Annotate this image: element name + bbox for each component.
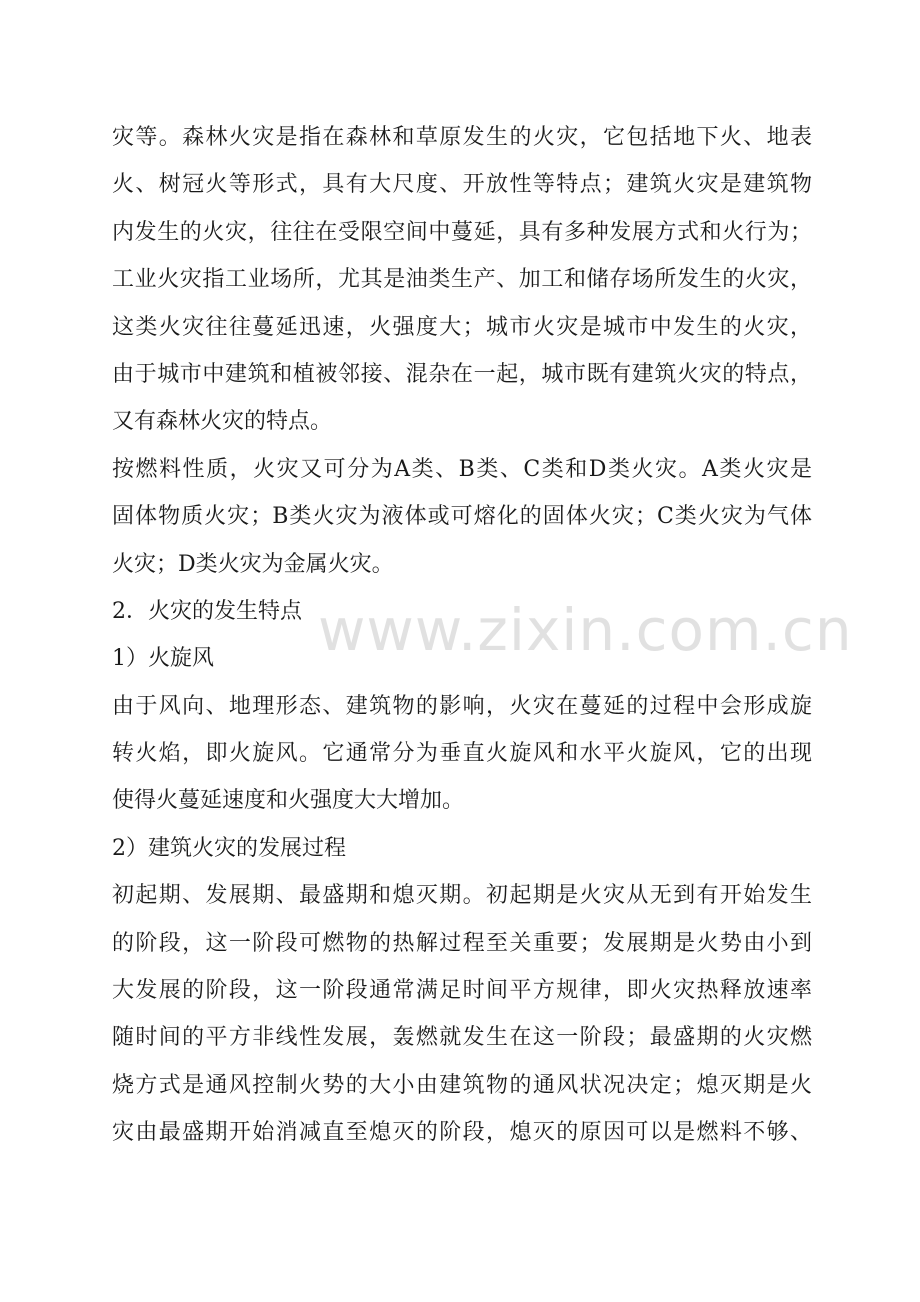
text-line: 转火焰，即火旋风。它通常分为垂直火旋风和水平火旋风，它的出现 <box>112 741 812 767</box>
text-line: 又有森林火灾的特点。 <box>112 409 333 435</box>
text-line: 由于城市中建筑和植被邻接、混杂在一起，城市既有建筑火灾的特点， <box>112 361 812 387</box>
text-line: 这类火灾往往蔓延迅速，火强度大；城市火灾是城市中发生的火灾， <box>112 314 812 340</box>
text-line: 火、树冠火等形式，具有大尺度、开放性等特点；建筑火灾是建筑物 <box>112 172 812 198</box>
text-line: 随时间的平方非线性发展，轰燃就发生在这一阶段；最盛期的火灾燃 <box>112 1025 812 1051</box>
text-line: 大发展的阶段，这一阶段通常满足时间平方规律，即火灾热释放速率 <box>112 978 812 1004</box>
text-line: 灾等。森林火灾是指在森林和草原发生的火灾，它包括地下火、地表 <box>112 125 812 150</box>
text-line: 工业火灾指工业场所，尤其是油类生产、加工和储存场所发生的火灾， <box>112 267 812 293</box>
text-line: 火灾；D类火灾为金属火灾。 <box>112 551 394 577</box>
text-line: 初起期、发展期、最盛期和熄灭期。初起期是火灾从无到有开始发生 <box>112 883 812 909</box>
text-line: 由于风向、地理形态、建筑物的影响，火灾在蔓延的过程中会形成旋 <box>112 693 812 719</box>
text-line: 按燃料性质，火灾又可分为A类、B类、C类和D类火灾。A类火灾是 <box>112 456 812 482</box>
text-line: 内发生的火灾，往往在受限空间中蔓延，具有多种发展方式和火行为； <box>112 219 812 245</box>
section-heading: 2．火灾的发生特点 <box>112 598 302 624</box>
text-line: 固体物质火灾；B类火灾为液体或可熔化的固体火灾；C类火灾为气体 <box>112 504 812 530</box>
text-line: 烧方式是通风控制火势的大小由建筑物的通风状况决定；熄灭期是火 <box>112 1072 812 1098</box>
subsection-heading: 1）火旋风 <box>112 646 214 672</box>
watermark: www.zixin.com.cn <box>318 596 853 664</box>
document-body <box>112 114 812 1157</box>
text-line: 使得火蔓延速度和火强度大大增加。 <box>112 788 465 814</box>
text-line: 灾由最盛期开始消减直至熄灭的阶段，熄灭的原因可以是燃料不够、 <box>112 1120 812 1146</box>
text-line: 的阶段，这一阶段可燃物的热解过程至关重要；发展期是火势由小到 <box>112 930 812 956</box>
subsection-heading: 2）建筑火灾的发展过程 <box>112 835 346 861</box>
